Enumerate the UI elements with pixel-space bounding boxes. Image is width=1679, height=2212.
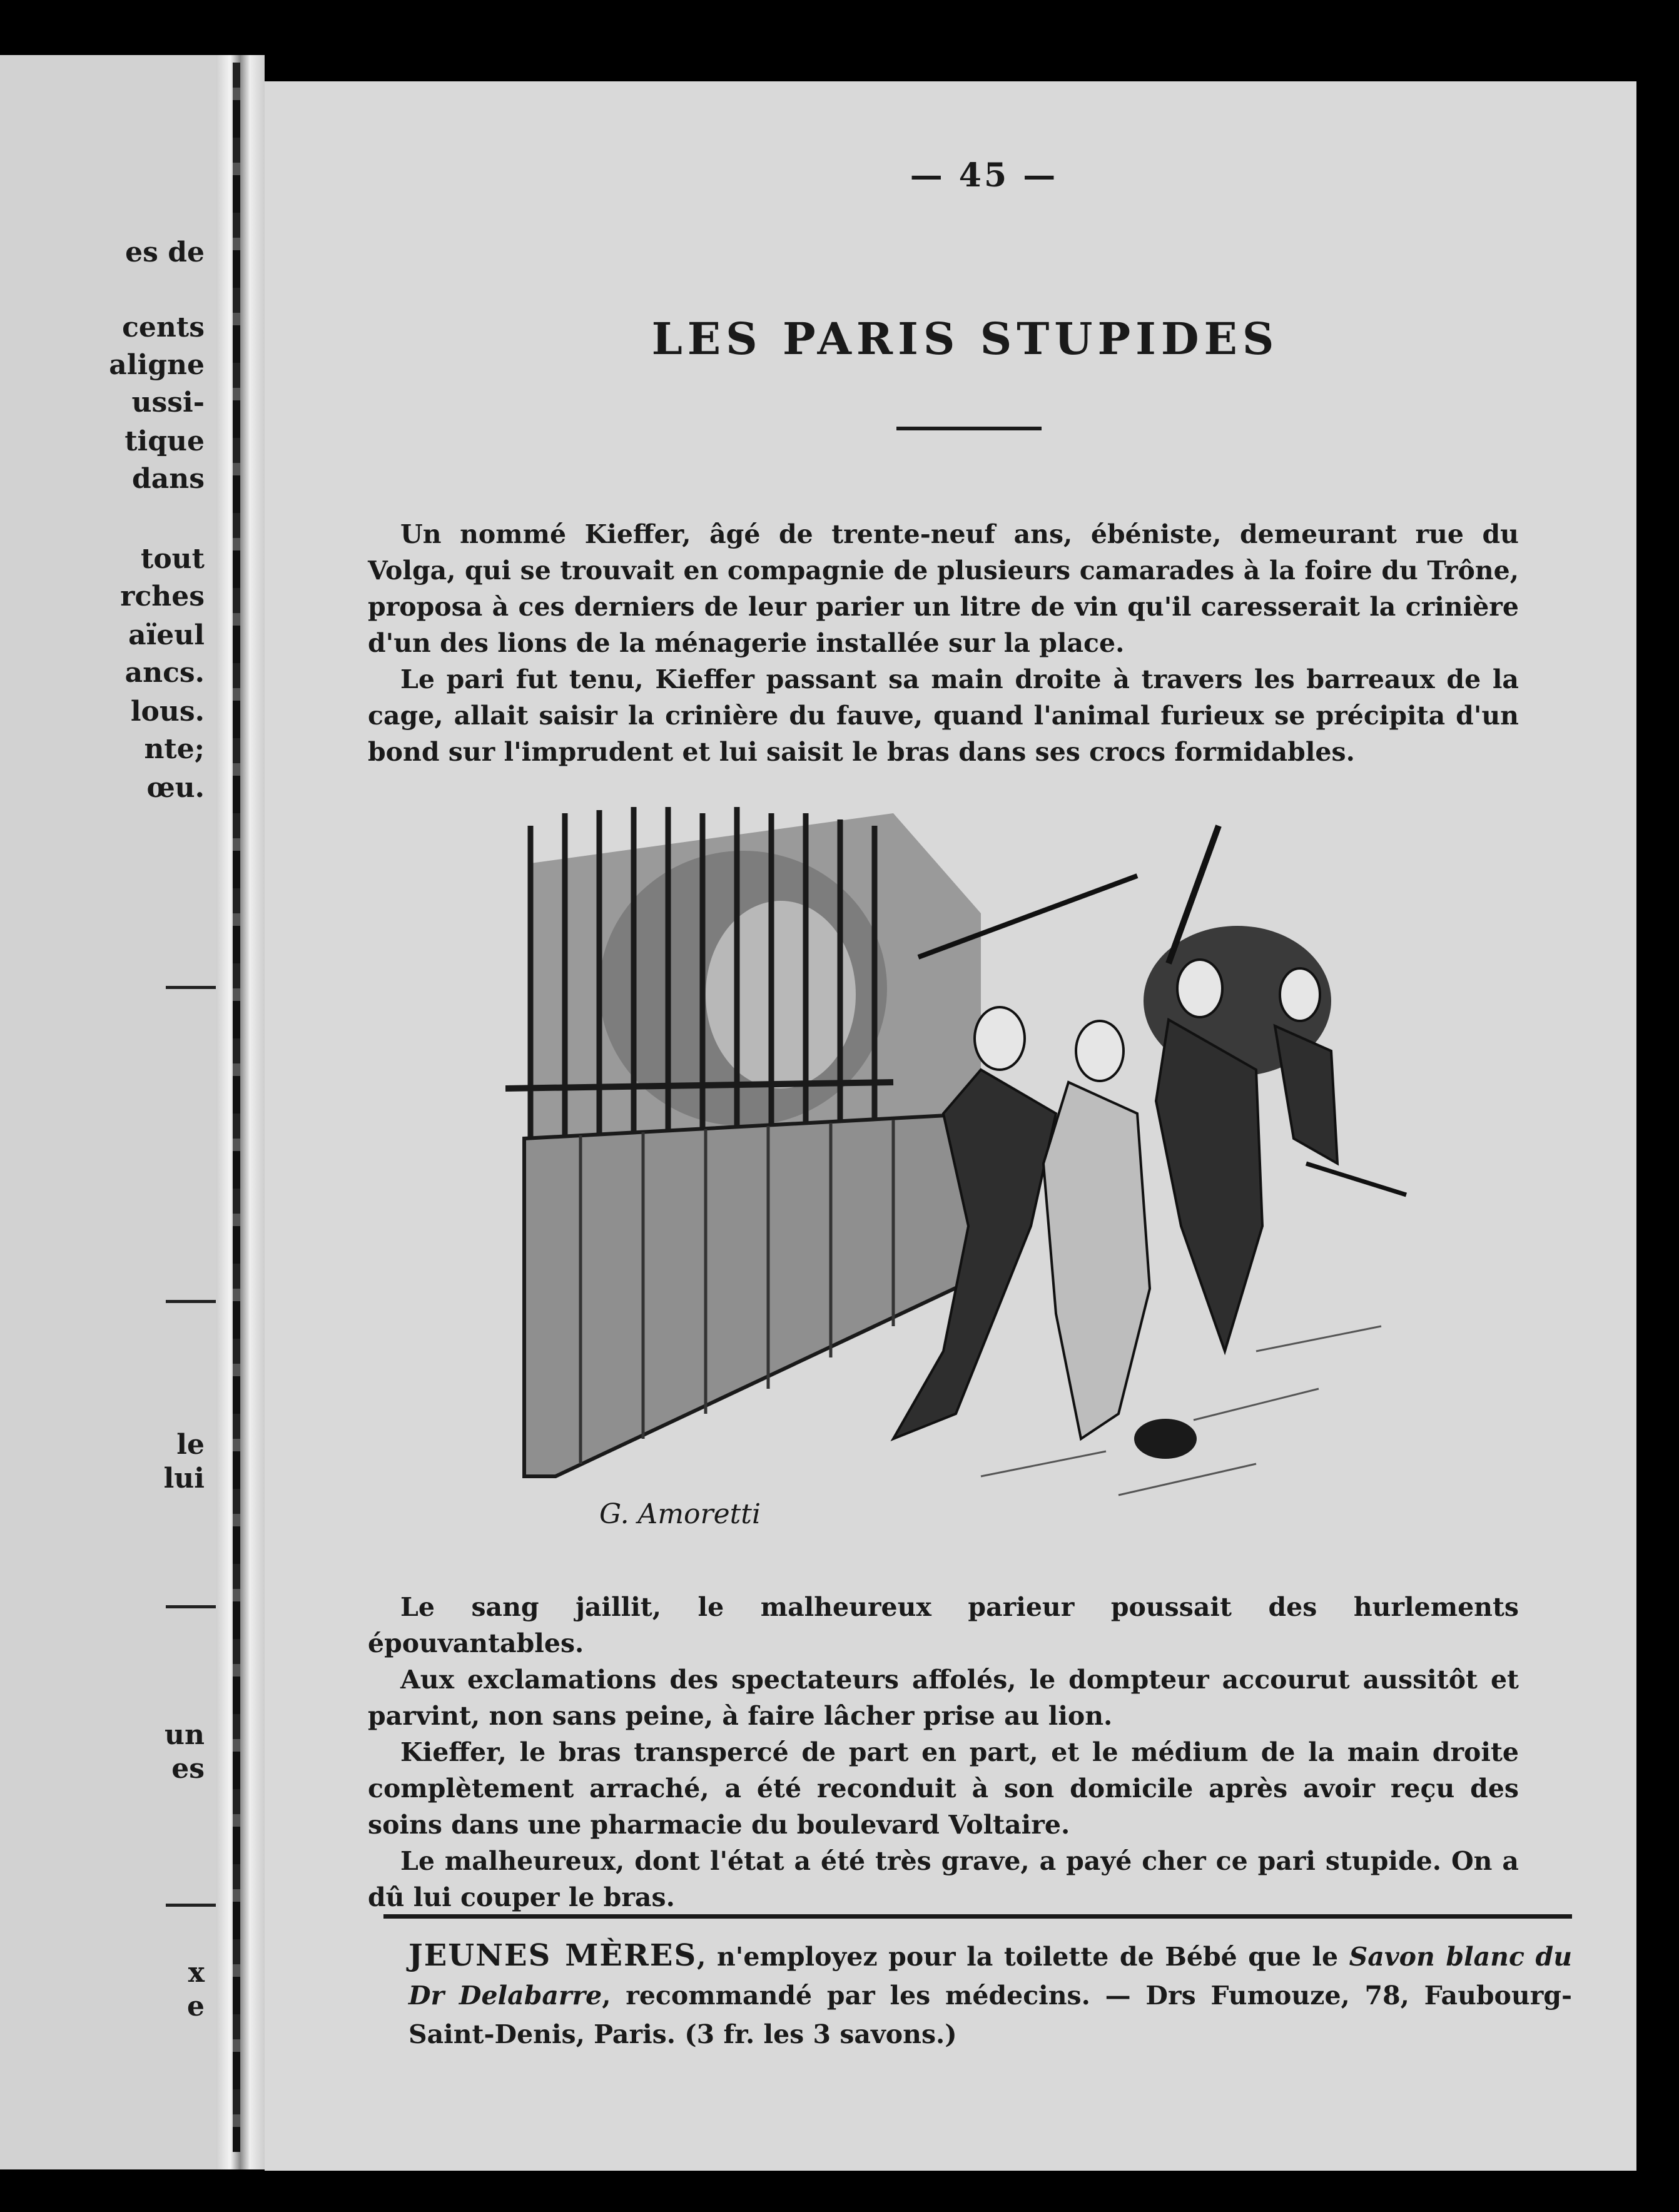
paragraph: Aux exclamations des spectateurs affolés, le dompteur accourut aussitôt et parvint, non sans peine, à faire lâcher prise au lion. xyxy=(368,1665,1519,1731)
left-page-line: tique xyxy=(124,425,205,457)
paragraph: Le malheureux, dont l'état a été très grave, a payé cher ce pari stupide. On a dû lui couper le bras. xyxy=(368,1846,1519,1912)
page-45 xyxy=(265,81,1636,2171)
advertisement-product: Savon blanc du Dr Delabarre xyxy=(408,1942,1573,2011)
left-page-line: dans xyxy=(131,463,205,495)
paragraph: Le pari fut tenu, Kieffer passant sa main droite à travers les barreaux de la cage, allait saisir la crinière du fauve, quand l'animal furieux se précipita d'un bond sur l'imprudent et lui saisit le bras dans ses crocs formidables. xyxy=(368,664,1519,767)
advertisement-separator xyxy=(383,1914,1572,1919)
paragraph: Le sang jaillit, le malheureux parieur poussait des hurlements épouvantables. xyxy=(368,1592,1519,1658)
left-page-line: aïeul xyxy=(128,619,205,651)
left-page-line: rches xyxy=(120,581,205,612)
left-page-line: le xyxy=(176,1429,205,1461)
left-page-rule xyxy=(166,1904,216,1907)
binding-stitch xyxy=(233,63,240,2152)
paragraph: Un nommé Kieffer, âgé de trente-neuf ans, ébéniste, demeurant rue du Volga, qui se trouvait en compagnie de plusieurs camarades à la foire du Trône, proposa à ces derniers de leur parier un litre de vin qu'il caresserait la crinière d'un des lions de la ménagerie installée sur la place. xyxy=(368,519,1519,658)
article-title: LES PARIS STUPIDES xyxy=(651,313,1279,365)
left-page-rule xyxy=(166,1605,216,1608)
paragraph: Kieffer, le bras transpercé de part en part, et le médium de la main droite complètement arraché, a été reconduit à son domicile après avoir reçu des soins dans une pharmacie du boulevard Voltaire. xyxy=(368,1737,1519,1840)
article-body-top xyxy=(368,516,1519,770)
left-page-line: un xyxy=(165,1719,205,1751)
title-rule xyxy=(896,427,1042,430)
article-body-bottom xyxy=(368,1589,1519,1915)
left-page-line: œu. xyxy=(146,772,205,804)
advertisement xyxy=(408,1936,1572,2054)
previous-page-fragment xyxy=(0,55,216,2169)
advertisement-lead: JEUNES MÈRES xyxy=(408,1938,697,1973)
left-page-line: tout xyxy=(141,543,205,575)
left-page-line: cents xyxy=(122,312,205,343)
advertisement-text: , recommandé par les médecins. — Drs Fumouze, 78, Faubourg-Saint-Denis, Paris. (3 fr. les 3 savons.) xyxy=(408,1981,1572,2049)
left-page-line: x xyxy=(188,1957,205,1989)
left-page-line: es de xyxy=(125,236,205,268)
left-page-line: e xyxy=(187,1991,205,2022)
left-page-rule xyxy=(166,1300,216,1303)
left-page-line: nte; xyxy=(144,733,205,765)
left-page-line: ussi- xyxy=(131,387,205,419)
left-page-line: lous. xyxy=(130,696,205,728)
left-page-rule xyxy=(166,986,216,989)
left-page-line: aligne xyxy=(109,349,205,381)
left-page-line: ancs. xyxy=(124,657,205,689)
page-number: — 45 — xyxy=(910,156,1058,195)
left-page-line: es xyxy=(171,1753,205,1785)
left-page-line: lui xyxy=(163,1463,205,1494)
advertisement-text: , n'employez pour la toilette de Bébé que le xyxy=(697,1942,1349,1972)
engraving-lion-cage-illustration xyxy=(505,788,1419,1645)
book-gutter xyxy=(216,55,265,2169)
illustration-signature: G. Amoretti xyxy=(599,1498,761,1530)
